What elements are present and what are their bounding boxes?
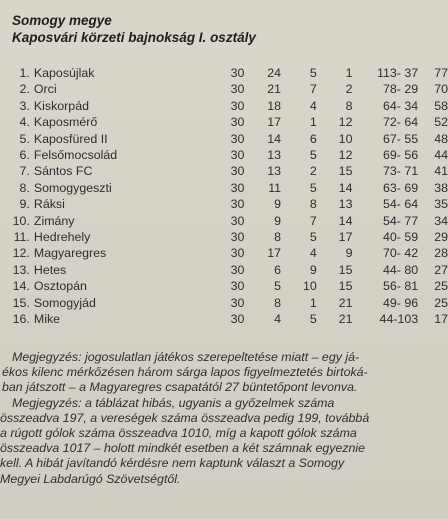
matches-played: 30 <box>230 131 245 146</box>
team-name: Kaposújlak <box>33 66 95 80</box>
team-name: Somogyjád <box>33 295 96 310</box>
table-row <box>4 147 448 163</box>
draws: 5 <box>309 180 317 195</box>
goal-ratio: 64- 34 <box>383 98 419 113</box>
notes <box>0 350 444 487</box>
draws: 1 <box>309 115 317 130</box>
wins: 9 <box>274 197 282 212</box>
note-line: Megyei Labdarúgó Szövetségtől. <box>0 471 181 486</box>
table-row <box>4 81 448 97</box>
losses: 12 <box>338 115 353 130</box>
header <box>12 12 256 46</box>
matches-played: 30 <box>230 197 245 212</box>
table-row <box>4 196 448 212</box>
wins: 9 <box>274 213 282 228</box>
points: 29 <box>434 230 448 245</box>
table-row <box>4 65 448 81</box>
losses: 8 <box>345 98 353 113</box>
losses: 14 <box>338 213 353 228</box>
table-row <box>4 114 448 130</box>
losses: 9 <box>345 246 353 261</box>
wins: 8 <box>274 295 282 310</box>
team-name: Sántos FC <box>33 164 93 179</box>
matches-played: 30 <box>230 82 245 97</box>
losses: 15 <box>338 279 353 294</box>
table-row <box>4 245 448 261</box>
points: 38 <box>434 180 448 195</box>
team-position: 15. <box>12 295 30 310</box>
draws: 9 <box>309 262 317 277</box>
goal-ratio: 70- 42 <box>383 246 419 261</box>
draws: 5 <box>309 66 317 80</box>
table-row <box>4 295 448 311</box>
table-row <box>4 98 448 114</box>
team-name: Zimány <box>33 213 75 228</box>
wins: 17 <box>267 115 282 130</box>
goal-ratio: 40- 59 <box>383 230 419 245</box>
points: 52 <box>434 115 448 130</box>
losses: 13 <box>338 197 353 212</box>
note-line: Megjegyzés: a táblázat hibás, ugyanis a győzelmek száma <box>12 395 335 410</box>
wins: 8 <box>274 230 282 245</box>
draws: 5 <box>309 148 317 163</box>
losses: 14 <box>338 180 353 195</box>
matches-played: 30 <box>230 246 245 261</box>
losses: 15 <box>338 262 353 277</box>
draws: 6 <box>309 131 317 146</box>
points: 34 <box>434 213 448 228</box>
wins: 6 <box>274 262 282 277</box>
losses: 21 <box>338 312 353 327</box>
team-name: Ráksi <box>33 197 65 212</box>
standings-body <box>4 65 448 328</box>
table-row <box>4 311 448 327</box>
team-position: 12. <box>12 246 30 261</box>
team-position: 2. <box>19 82 30 97</box>
points: 70 <box>434 82 448 97</box>
team-position: 13. <box>12 262 30 277</box>
note-line: ban játszott – a Magyaregres csapatától 27 büntetőpont levonva. <box>2 380 358 395</box>
matches-played: 30 <box>230 115 245 130</box>
note-line: ékos kilenc mérkőzésen három sárga lapos figyelmeztetés birtoká- <box>2 365 368 380</box>
team-position: 6. <box>19 148 30 163</box>
matches-played: 30 <box>230 148 245 163</box>
goal-ratio: 78- 29 <box>383 82 419 97</box>
team-position: 14. <box>12 279 30 294</box>
note-line: összeadva 197, a vereségek száma összeadva pedig 199, továbbá <box>0 410 370 425</box>
table-row <box>4 213 448 229</box>
team-name: Orci <box>33 82 57 97</box>
standings-table <box>4 65 448 328</box>
matches-played: 30 <box>230 98 245 113</box>
team-position: 16. <box>12 312 30 327</box>
losses: 15 <box>338 164 353 179</box>
team-name: Magyaregres <box>33 246 107 261</box>
goal-ratio: 69- 56 <box>383 148 419 163</box>
draws: 7 <box>309 82 317 97</box>
team-position: 5. <box>19 131 30 146</box>
wins: 13 <box>267 148 282 163</box>
losses: 2 <box>345 82 353 97</box>
goal-ratio: 73- 71 <box>383 164 419 179</box>
table-row <box>4 278 448 294</box>
wins: 17 <box>267 246 282 261</box>
draws: 10 <box>302 279 317 294</box>
goal-ratio: 44- 80 <box>383 262 419 277</box>
draws: 4 <box>309 98 317 113</box>
matches-played: 30 <box>230 312 245 327</box>
goal-ratio: 54- 64 <box>383 197 419 212</box>
team-position: 10. <box>12 213 30 228</box>
losses: 21 <box>338 295 353 310</box>
wins: 11 <box>268 180 282 195</box>
table-row <box>4 180 448 196</box>
matches-played: 30 <box>230 180 245 195</box>
goal-ratio: 67- 55 <box>383 131 419 146</box>
points: 44 <box>434 148 448 163</box>
league-title: Kaposvári körzeti bajnokság I. osztály <box>12 30 256 45</box>
losses: 12 <box>338 148 353 163</box>
team-position: 7. <box>19 164 30 179</box>
points: 35 <box>434 197 448 212</box>
points: 27 <box>434 262 448 277</box>
goal-ratio: 49- 96 <box>383 295 419 310</box>
team-name: Kaposmérő <box>33 115 98 130</box>
note-line: a rúgott gólok száma összeadva 1010, míg a kapott gólok száma <box>0 426 357 441</box>
goal-ratio: 63- 69 <box>383 180 419 195</box>
team-name: Hedrehely <box>33 230 91 245</box>
matches-played: 30 <box>230 66 245 80</box>
team-position: 8. <box>19 180 30 195</box>
points: 17 <box>434 312 448 327</box>
table-row <box>4 131 448 147</box>
wins: 14 <box>267 131 282 146</box>
wins: 18 <box>267 98 282 113</box>
team-name: Kiskorpád <box>33 98 89 113</box>
wins: 5 <box>274 279 282 294</box>
points: 77 <box>434 66 448 80</box>
note-line: Megjegyzés: jogosulatlan játékos szerepeltetése miatt – egy já- <box>12 350 360 364</box>
goal-ratio: 44-103 <box>379 312 419 327</box>
goal-ratio: 72- 64 <box>383 115 419 130</box>
points: 25 <box>434 279 448 294</box>
table-row <box>4 262 448 278</box>
draws: 7 <box>309 213 317 228</box>
draws: 4 <box>309 246 317 261</box>
matches-played: 30 <box>230 279 245 294</box>
draws: 2 <box>309 164 317 179</box>
team-name: Osztopán <box>33 279 87 294</box>
table-row <box>4 163 448 179</box>
team-name: Hetes <box>33 262 67 277</box>
matches-played: 30 <box>230 230 245 245</box>
wins: 13 <box>267 164 282 179</box>
team-position: 3. <box>19 98 30 113</box>
matches-played: 30 <box>230 295 245 310</box>
goal-ratio: 56- 81 <box>383 279 419 294</box>
table-row <box>4 229 448 245</box>
team-name: Kaposfüred II <box>33 131 108 146</box>
losses: 1 <box>345 66 353 80</box>
matches-played: 30 <box>230 262 245 277</box>
wins: 4 <box>274 312 282 327</box>
points: 41 <box>434 164 448 179</box>
team-name: Felsőmocsolád <box>33 148 118 163</box>
points: 28 <box>434 246 448 261</box>
team-name: Mike <box>33 312 61 327</box>
wins: 24 <box>267 66 282 80</box>
goal-ratio: 54- 77 <box>383 213 419 228</box>
losses: 10 <box>338 131 353 146</box>
matches-played: 30 <box>230 164 245 179</box>
team-position: 9. <box>19 197 30 212</box>
matches-played: 30 <box>230 213 245 228</box>
team-position: 4. <box>19 115 30 130</box>
note-line: összeadva 1017 – holott mindkét esetben a két számnak egyeznie <box>0 441 366 456</box>
points: 25 <box>434 295 448 310</box>
draws: 1 <box>309 295 317 310</box>
team-name: Somogygeszti <box>33 180 112 195</box>
points: 48 <box>434 131 448 146</box>
draws: 5 <box>309 312 317 327</box>
wins: 21 <box>267 82 282 97</box>
losses: 17 <box>338 230 353 245</box>
team-position: 1. <box>19 66 30 80</box>
county-title: Somogy megye <box>12 13 112 28</box>
points: 58 <box>434 98 448 113</box>
team-position: 11. <box>13 230 30 245</box>
note-line: kell. A hibát javítandó kérdésre nem kaptunk választ a Somogy <box>0 456 345 471</box>
draws: 5 <box>309 230 317 245</box>
goal-ratio: 113- 37 <box>377 66 419 80</box>
draws: 8 <box>309 197 317 212</box>
